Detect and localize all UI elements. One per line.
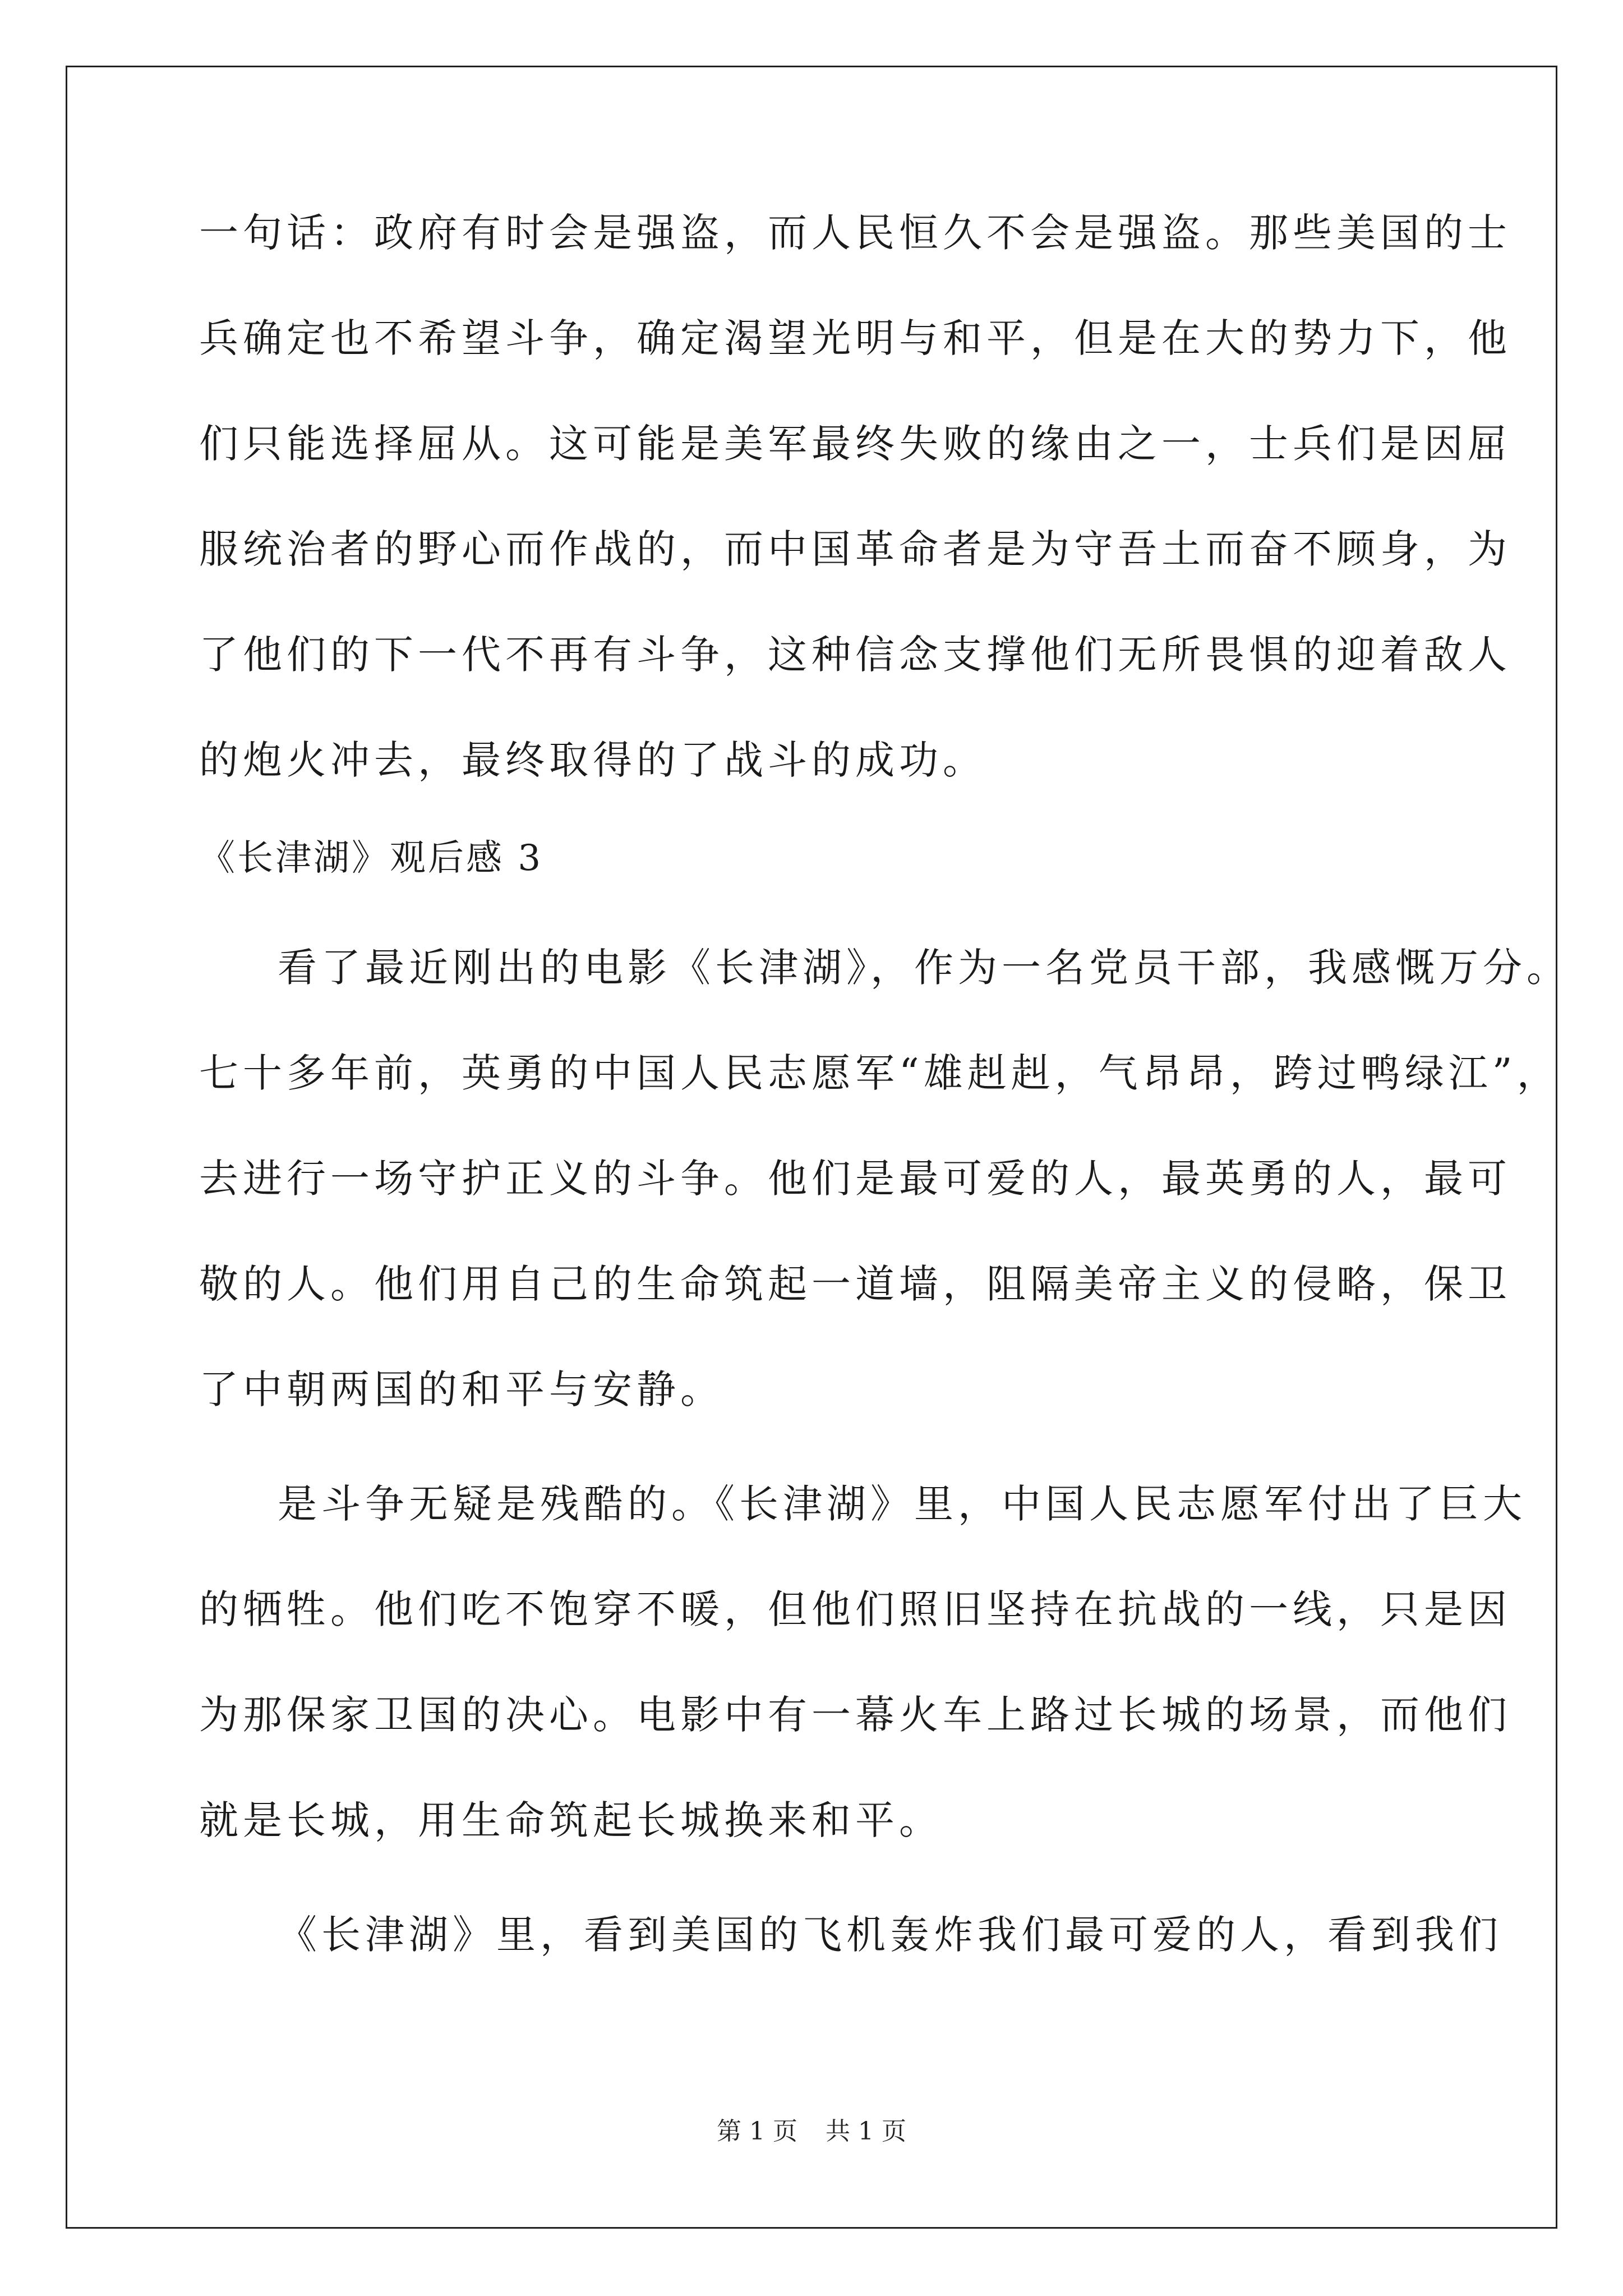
text-line: 的牺牲。他们吃不饱穿不暖，但他们照旧坚持在抗战的一线，只是因 [199,1586,1511,1632]
section-heading: 《长津湖》观后感 3 [199,838,543,879]
text-line: 就是长城，用生命筑起长城换来和平。 [199,1797,943,1843]
text-line: 看了最近刚出的电影《长津湖》，作为一名党员干部，我感慨万分。 [278,945,1570,991]
text-line: 一句话：政府有时会是强盗，而人民恒久不会是强盗。那些美国的士 [199,210,1511,256]
page-footer [0,2115,1623,2148]
page-number-total: 共 1 页 [826,2117,906,2146]
text-line: 七十多年前，英勇的中国人民志愿军“雄赳赳，气昂昂，跨过鸭绿江”， [199,1050,1561,1096]
page-number-current: 第 1 页 [717,2117,797,2146]
text-line: 去进行一场守护正义的斗争。他们是最可爱的人，最英勇的人，最可 [199,1156,1511,1202]
text-line: 的炮火冲去，最终取得的了战斗的成功。 [199,737,986,783]
text-line: 了中朝两国的和平与安静。 [199,1366,724,1412]
text-line: 是斗争无疑是残酷的。《长津湖》里，中国人民志愿军付出了巨大 [278,1481,1527,1527]
text-line: 兵确定也不希望斗争，确定渴望光明与和平，但是在大的势力下，他 [199,315,1511,361]
text-line: 服统治者的野心而作战的，而中国革命者是为守吾土而奋不顾身，为 [199,526,1511,572]
text-line: 们只能选择屈从。这可能是美军最终失败的缘由之一，士兵们是因屈 [199,421,1511,467]
text-line: 为那保家卫国的决心。电影中有一幕火车上路过长城的场景，而他们 [199,1692,1511,1738]
text-line: 了他们的下一代不再有斗争，这种信念支撑他们无所畏惧的迎着敌人 [199,632,1511,678]
text-line: 敬的人。他们用自己的生命筑起一道墙，阻隔美帝主义的侵略，保卫 [199,1261,1511,1307]
text-line: 《长津湖》里，看到美国的飞机轰炸我们最可爱的人，看到我们 [278,1912,1502,1958]
